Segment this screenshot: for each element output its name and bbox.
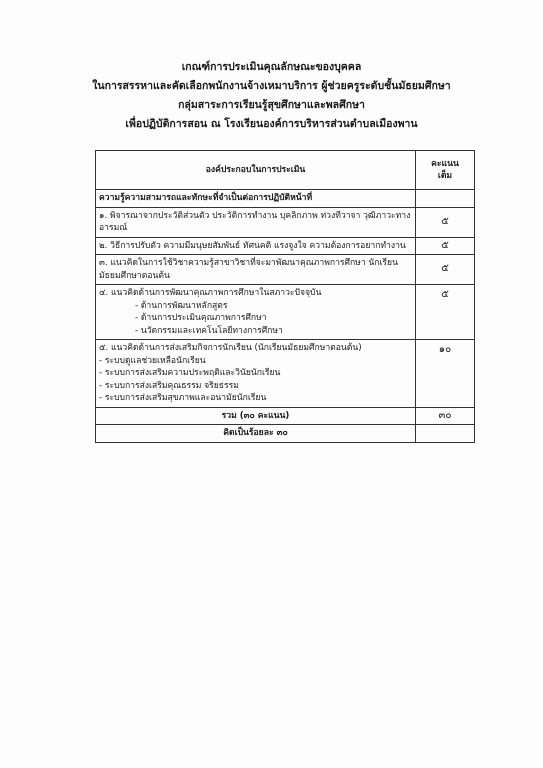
total-row	[96, 407, 475, 425]
table-row	[96, 237, 475, 255]
item-1-cell	[96, 207, 416, 237]
item-1-line-2: อารมณ์	[99, 223, 128, 233]
item-2-score: ๕	[416, 237, 475, 255]
item-3-score: ๕	[416, 255, 475, 285]
item-3-line-1: ๓. แนวคิดในการใช้วิชาความรู้สาขาวิชาที่จะมาพัฒนาคุณภาพการศึกษา นักเรียน	[99, 258, 398, 268]
item-1-score: ๕	[416, 207, 475, 237]
header-line-3: กลุ่มสาระการเรียนรู้สุขศึกษาและพลศึกษา	[178, 99, 365, 111]
item-1-line-1: ๑. พิจารณาจากประวัติส่วนตัว ประวัติการทำงาน บุคลิกภาพ ท่วงทีวาจา วุฒิภาวะทาง	[99, 210, 411, 221]
header-line-1: เกณฑ์การประเมินคุณลักษณะของบุคคล	[181, 61, 362, 73]
table-row	[96, 207, 475, 237]
item-4-sub-2: - ด้านการประเมินคุณภาพการศึกษา	[135, 313, 267, 323]
item-4-line-1: ๔. แนวคิดด้านการพัฒนาคุณภาพการศึกษาในสภาวะปัจจุบัน	[99, 288, 322, 298]
item-5-sub-4: - ระบบการส่งเสริมสุขภาพและอนามัยนักเรียน	[99, 393, 267, 403]
column-header-score-line-1: คะแนน	[431, 158, 459, 169]
section-title: ความรู้ความสามารถและทักษะที่จำเป็นต่อการปฏิบัติหน้าที่	[96, 190, 416, 208]
item-4-cell	[96, 285, 416, 340]
document-header	[0, 58, 543, 134]
item-5-sub-3: - ระบบการส่งเสริมคุณธรรม จริยธรรม	[99, 380, 239, 391]
item-5-score: ๑๐	[416, 340, 475, 408]
table-row	[96, 255, 475, 285]
total-score: ๓๐	[416, 407, 475, 425]
evaluation-table	[95, 150, 475, 443]
item-2-cell: ๒. วิธีการปรับตัว ความมีมนุษยสัมพันธ์ ทัศนคติ แรงจูงใจ ความต้องการอยากทำงาน	[96, 237, 416, 255]
item-5-sub-2: - ระบบการส่งเสริมความประพฤติและวินัยนักเรียน	[99, 368, 281, 378]
section-title-row	[96, 190, 475, 208]
total-label: รวม (๓๐ คะแนน)	[96, 407, 416, 425]
column-header-component: องค์ประกอบในการประเมิน	[96, 151, 416, 190]
item-4-sub-3: - นวัตกรรมและเทคโนโลยีทางการศึกษา	[135, 325, 283, 336]
column-header-score	[416, 151, 475, 190]
item-3-cell	[96, 255, 416, 285]
item-3-line-2: มัธยมศึกษาตอนต้น	[99, 270, 170, 281]
item-4-sub-1: - ด้านการพัฒนาหลักสูตร	[135, 300, 228, 311]
header-line-2: ในการสรรหาและคัดเลือกพนักงานจ้างเหมาบริการ ผู้ช่วยครูระดับชั้นมัธยมศึกษา	[92, 80, 451, 92]
item-5-sub-1: - ระบบดูแลช่วยเหลือนักเรียน	[99, 355, 206, 366]
header-line-4: เพื่อปฏิบัติการสอน ณ โรงเรียนองค์การบริหารส่วนตำบลเมืองพาน	[125, 118, 418, 130]
item-4-score: ๕	[416, 285, 475, 340]
item-5-cell	[96, 340, 416, 408]
percent-label: คิดเป็นร้อยละ ๓๐	[96, 425, 416, 443]
table-header-row	[96, 151, 475, 190]
column-header-score-line-2: เต็ม	[437, 171, 453, 181]
item-5-line-1: ๕. แนวคิดด้านการส่งเสริมกิจการนักเรียน (นักเรียนมัธยมศึกษาตอนต้น)	[99, 343, 362, 353]
percent-score-cell	[416, 425, 475, 443]
section-title-score-cell	[416, 190, 475, 208]
table-row	[96, 340, 475, 408]
percent-row	[96, 425, 475, 443]
table-row	[96, 285, 475, 340]
